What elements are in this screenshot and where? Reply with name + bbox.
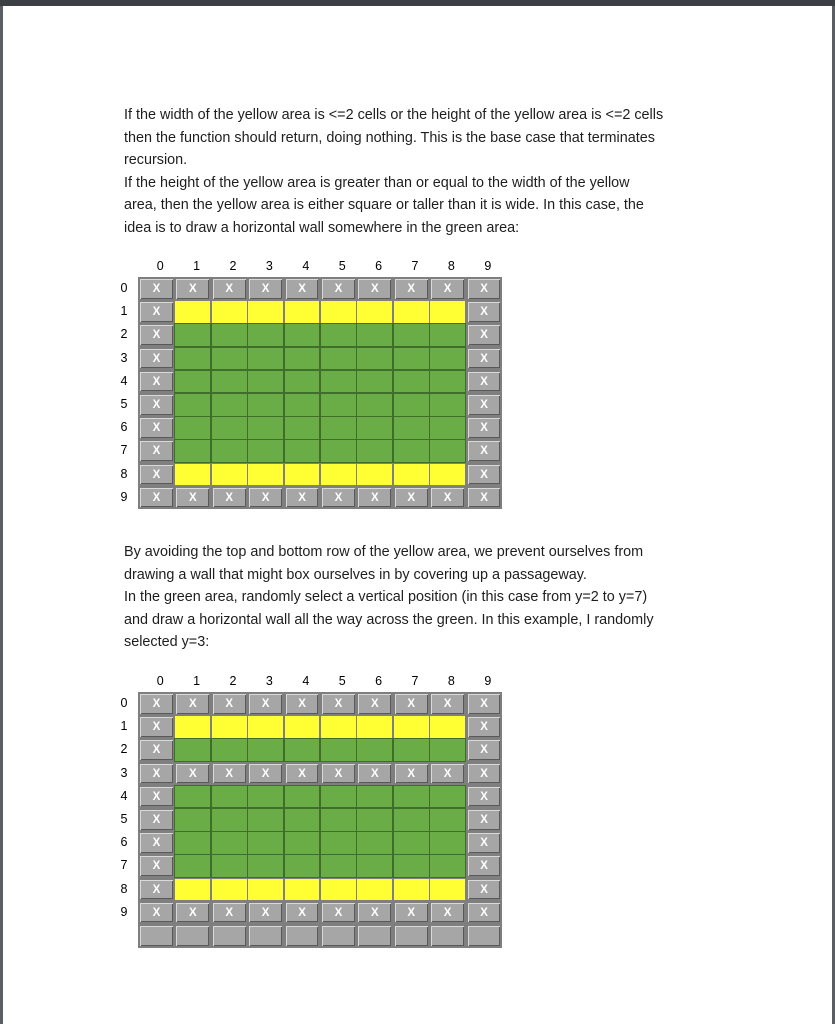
wall-cell: X (466, 393, 503, 417)
green-cell (356, 439, 393, 463)
green-cell (284, 323, 321, 347)
green-cell (356, 854, 393, 878)
green-cell (284, 393, 321, 417)
row-label: 6 (120, 835, 128, 850)
row-label: 4 (120, 788, 128, 803)
wall-cell: X (393, 692, 430, 716)
column-label: 5 (338, 259, 346, 273)
yellow-cell (356, 715, 393, 739)
paragraph-2-line: By avoiding the top and bottom row of the yellow area, we prevent ourselves from (124, 544, 644, 560)
wall-cell: X (466, 370, 503, 394)
yellow-cell (174, 300, 211, 324)
green-cell (211, 416, 248, 440)
column-label: 1 (193, 674, 201, 688)
paragraph-1-line: recursion. (124, 152, 188, 169)
wall-cell: X (247, 901, 284, 925)
blank-cell (211, 924, 248, 948)
blank-cell (466, 924, 503, 948)
wall-cell: X (138, 692, 175, 716)
green-cell (393, 808, 430, 832)
green-cell (284, 808, 321, 832)
green-cell (247, 854, 284, 878)
yellow-cell (320, 300, 357, 324)
green-cell (174, 854, 211, 878)
green-cell (356, 393, 393, 417)
wall-cell: X (138, 738, 175, 762)
wall-cell: X (466, 854, 503, 878)
green-cell (247, 831, 284, 855)
yellow-cell (393, 715, 430, 739)
yellow-cell (429, 463, 466, 487)
green-cell (211, 854, 248, 878)
wall-cell: X (284, 277, 321, 301)
paragraph-1-line: If the width of the yellow area is <=2 cells or the height of the yellow area is <=2 cells (124, 107, 664, 123)
blank-cell (174, 924, 211, 948)
green-cell (356, 323, 393, 347)
wall-cell: X (138, 439, 175, 463)
wall-cell: X (211, 277, 248, 301)
green-cell (211, 785, 248, 809)
row-label: 8 (120, 881, 128, 896)
wall-cell: X (211, 762, 248, 786)
green-cell (247, 785, 284, 809)
wall-cell: X (284, 486, 321, 510)
wall-cell: X (138, 808, 175, 832)
green-cell (284, 370, 321, 394)
yellow-cell (356, 463, 393, 487)
yellow-cell (247, 300, 284, 324)
green-cell (174, 416, 211, 440)
row-label: 9 (120, 904, 128, 919)
wall-cell: X (284, 692, 321, 716)
green-cell (174, 347, 211, 371)
green-cell (320, 370, 357, 394)
wall-cell: X (466, 416, 503, 440)
blank-cell (356, 924, 393, 948)
wall-cell: X (247, 486, 284, 510)
wall-cell: X (466, 277, 503, 301)
green-cell (320, 439, 357, 463)
wall-cell: X (393, 762, 430, 786)
green-cell (284, 738, 321, 762)
paragraph-1-line: then the function should return, doing nothing. This is the base case that terminates (124, 129, 655, 146)
green-cell (429, 738, 466, 762)
green-cell (356, 785, 393, 809)
wall-cell: X (466, 486, 503, 510)
yellow-cell (429, 300, 466, 324)
green-cell (211, 393, 248, 417)
paragraph-2 (124, 541, 734, 654)
green-cell (429, 416, 466, 440)
green-cell (247, 738, 284, 762)
green-cell (429, 323, 466, 347)
wall-cell: X (247, 692, 284, 716)
wall-cell: X (356, 901, 393, 925)
yellow-cell (247, 715, 284, 739)
wall-cell: X (429, 692, 466, 716)
paragraph-2-line: selected y=3: (124, 634, 210, 651)
wall-cell: X (466, 785, 503, 809)
yellow-cell (247, 878, 284, 902)
column-label: 9 (484, 674, 492, 688)
green-cell (174, 831, 211, 855)
column-label: 4 (302, 259, 310, 273)
column-label: 8 (447, 259, 455, 273)
green-cell (211, 808, 248, 832)
wall-cell: X (211, 692, 248, 716)
yellow-cell (356, 300, 393, 324)
wall-cell: X (138, 878, 175, 902)
green-cell (174, 393, 211, 417)
row-label: 3 (120, 350, 128, 365)
yellow-cell (284, 463, 321, 487)
wall-cell: X (466, 323, 503, 347)
row-label: 7 (120, 443, 128, 458)
wall-cell: X (247, 762, 284, 786)
wall-cell: X (320, 901, 357, 925)
green-cell (356, 831, 393, 855)
yellow-cell (356, 878, 393, 902)
wall-cell: X (356, 486, 393, 510)
column-label: 8 (447, 674, 455, 688)
column-label: 5 (338, 674, 346, 688)
wall-cell: X (138, 854, 175, 878)
wall-cell: X (211, 901, 248, 925)
column-label: 3 (265, 674, 273, 688)
wall-cell: X (466, 901, 503, 925)
paragraph-2-line: In the green area, randomly select a vertical position (in this case from y=2 to y=7) (124, 589, 648, 606)
row-label: 0 (120, 696, 128, 710)
green-cell (320, 323, 357, 347)
green-cell (429, 854, 466, 878)
yellow-cell (211, 878, 248, 902)
green-cell (247, 416, 284, 440)
wall-cell: X (393, 901, 430, 925)
row-label: 1 (120, 719, 128, 734)
green-cell (174, 439, 211, 463)
green-cell (211, 370, 248, 394)
green-cell (211, 323, 248, 347)
green-cell (284, 831, 321, 855)
blank-cell (284, 924, 321, 948)
row-label: 6 (120, 420, 128, 435)
yellow-cell (284, 300, 321, 324)
yellow-cell (247, 463, 284, 487)
wall-cell: X (138, 347, 175, 371)
green-cell (211, 831, 248, 855)
green-cell (211, 347, 248, 371)
window-top-bar (0, 0, 835, 6)
row-label: 5 (120, 812, 128, 826)
green-cell (429, 831, 466, 855)
column-label: 0 (156, 259, 164, 273)
green-cell (393, 323, 430, 347)
green-cell (429, 393, 466, 417)
wall-cell: X (466, 300, 503, 324)
row-label: 2 (120, 742, 128, 757)
wall-cell: X (138, 831, 175, 855)
green-cell (429, 808, 466, 832)
wall-cell: X (356, 692, 393, 716)
column-label: 6 (375, 259, 383, 273)
green-cell (429, 347, 466, 371)
green-cell (320, 738, 357, 762)
yellow-cell (284, 878, 321, 902)
column-label: 6 (375, 674, 383, 688)
green-cell (393, 785, 430, 809)
wall-cell: X (247, 277, 284, 301)
wall-cell: X (429, 762, 466, 786)
wall-cell: X (320, 486, 357, 510)
yellow-cell (320, 878, 357, 902)
paragraph-1-line: If the height of the yellow area is greater than or equal to the width of the yellow (124, 174, 630, 191)
paragraph-2-line: and draw a horizontal wall all the way across the green. In this example, I randomly (124, 611, 654, 628)
paragraph-1 (124, 104, 734, 240)
row-label: 0 (120, 281, 128, 295)
wall-cell: X (138, 486, 175, 510)
wall-cell: X (466, 692, 503, 716)
wall-cell: X (466, 831, 503, 855)
green-cell (247, 347, 284, 371)
wall-cell: X (429, 486, 466, 510)
green-cell (320, 831, 357, 855)
wall-cell: X (138, 762, 175, 786)
yellow-cell (211, 300, 248, 324)
row-label: 8 (120, 466, 128, 481)
green-cell (393, 831, 430, 855)
green-cell (393, 347, 430, 371)
green-cell (320, 808, 357, 832)
green-cell (393, 738, 430, 762)
green-cell (211, 439, 248, 463)
yellow-cell (393, 300, 430, 324)
yellow-cell (320, 463, 357, 487)
row-label: 3 (120, 765, 128, 780)
wall-cell: X (356, 762, 393, 786)
column-label: 0 (156, 674, 164, 688)
green-cell (284, 416, 321, 440)
wall-cell: X (138, 393, 175, 417)
wall-cell: X (320, 762, 357, 786)
wall-cell: X (466, 439, 503, 463)
wall-cell: X (138, 463, 175, 487)
green-cell (320, 393, 357, 417)
wall-cell: X (138, 323, 175, 347)
blank-cell (138, 924, 175, 948)
wall-cell: X (174, 277, 211, 301)
wall-cell: X (284, 901, 321, 925)
green-cell (356, 738, 393, 762)
paragraph-1-line: idea is to draw a horizontal wall somewhere in the green area: (124, 219, 520, 236)
wall-cell: X (138, 277, 175, 301)
green-cell (356, 347, 393, 371)
yellow-cell (429, 878, 466, 902)
wall-cell: X (174, 486, 211, 510)
wall-cell: X (138, 370, 175, 394)
green-cell (247, 808, 284, 832)
wall-cell: X (466, 762, 503, 786)
green-cell (393, 439, 430, 463)
green-cell (211, 738, 248, 762)
column-label: 9 (484, 259, 492, 273)
wall-cell: X (466, 463, 503, 487)
wall-cell: X (138, 416, 175, 440)
green-cell (320, 416, 357, 440)
wall-cell: X (138, 785, 175, 809)
green-cell (356, 808, 393, 832)
wall-cell: X (138, 300, 175, 324)
green-cell (247, 323, 284, 347)
green-cell (284, 439, 321, 463)
green-cell (174, 370, 211, 394)
blank-cell (320, 924, 357, 948)
green-cell (429, 370, 466, 394)
column-label: 3 (265, 259, 273, 273)
yellow-cell (320, 715, 357, 739)
wall-cell: X (138, 901, 175, 925)
green-cell (284, 347, 321, 371)
paragraph-2-line: drawing a wall that might box ourselves in by covering up a passageway. (124, 566, 587, 583)
wall-cell: X (138, 715, 175, 739)
paragraph-1-line: area, then the yellow area is either square or taller than it is wide. In this case, the (124, 197, 644, 214)
yellow-cell (211, 463, 248, 487)
green-cell (174, 323, 211, 347)
green-cell (284, 785, 321, 809)
wall-cell: X (356, 277, 393, 301)
row-label: 9 (120, 489, 128, 504)
yellow-cell (284, 715, 321, 739)
green-cell (429, 439, 466, 463)
page-left-border (0, 6, 3, 1024)
wall-cell: X (320, 692, 357, 716)
column-label: 1 (193, 259, 201, 273)
yellow-cell (393, 463, 430, 487)
row-label: 1 (120, 304, 128, 319)
blank-cell (429, 924, 466, 948)
column-label: 2 (229, 674, 237, 688)
wall-cell: X (466, 715, 503, 739)
green-cell (429, 785, 466, 809)
wall-cell: X (320, 277, 357, 301)
yellow-cell (174, 878, 211, 902)
green-cell (174, 738, 211, 762)
row-label: 4 (120, 373, 128, 388)
wall-cell: X (466, 808, 503, 832)
wall-cell: X (174, 762, 211, 786)
wall-cell: X (466, 878, 503, 902)
green-cell (174, 785, 211, 809)
wall-cell: X (284, 762, 321, 786)
yellow-cell (174, 463, 211, 487)
column-label: 7 (411, 674, 419, 688)
yellow-cell (174, 715, 211, 739)
green-cell (393, 854, 430, 878)
wall-cell: X (211, 486, 248, 510)
green-cell (356, 416, 393, 440)
green-cell (247, 393, 284, 417)
green-cell (393, 370, 430, 394)
wall-cell: X (174, 901, 211, 925)
green-cell (284, 854, 321, 878)
wall-cell: X (393, 277, 430, 301)
row-label: 2 (120, 327, 128, 342)
blank-cell (247, 924, 284, 948)
green-cell (247, 439, 284, 463)
green-cell (320, 785, 357, 809)
green-cell (393, 416, 430, 440)
column-label: 7 (411, 259, 419, 273)
green-cell (393, 393, 430, 417)
row-label: 7 (120, 858, 128, 873)
green-cell (320, 347, 357, 371)
green-cell (320, 854, 357, 878)
column-label: 2 (229, 259, 237, 273)
wall-cell: X (174, 692, 211, 716)
green-cell (174, 808, 211, 832)
wall-cell: X (393, 486, 430, 510)
row-label: 5 (120, 397, 128, 411)
green-cell (247, 370, 284, 394)
green-cell (356, 370, 393, 394)
wall-cell: X (429, 901, 466, 925)
wall-cell: X (466, 347, 503, 371)
yellow-cell (211, 715, 248, 739)
wall-cell: X (429, 277, 466, 301)
wall-cell: X (466, 738, 503, 762)
yellow-cell (429, 715, 466, 739)
blank-cell (393, 924, 430, 948)
column-label: 4 (302, 674, 310, 688)
yellow-cell (393, 878, 430, 902)
